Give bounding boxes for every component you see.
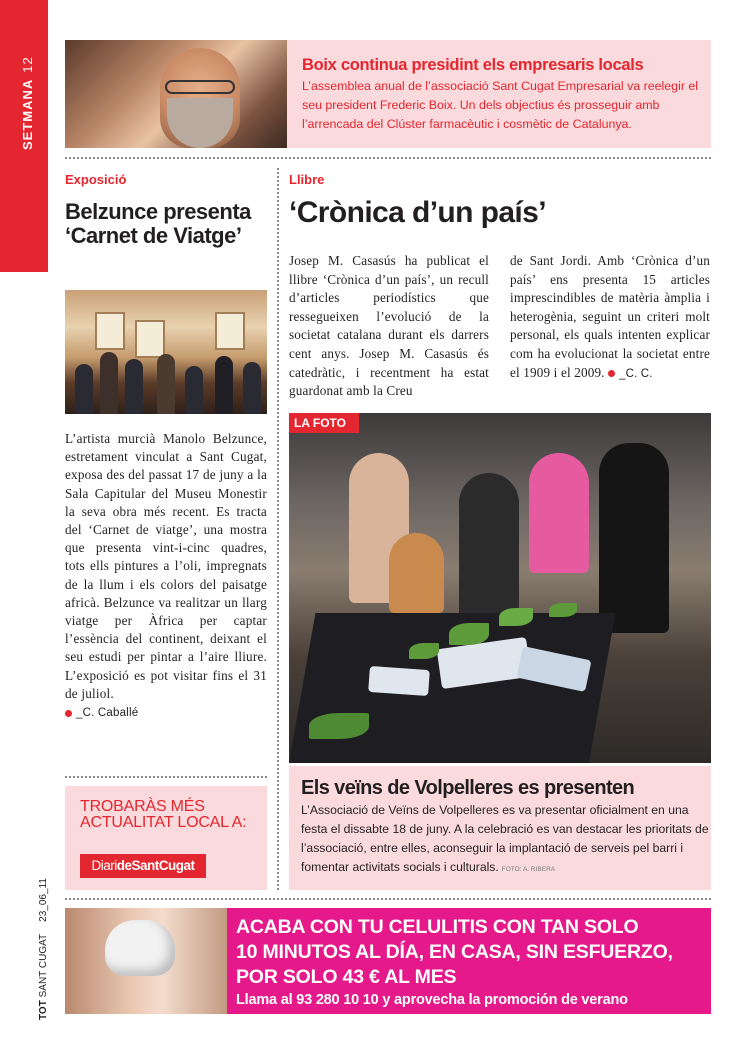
top-story-title: Boix continua presidint els empresaris locals — [302, 56, 644, 74]
top-story-photo — [65, 40, 287, 148]
exposicio-headline: Belzunce presenta ‘Carnet de Viatge’ — [65, 199, 251, 248]
la-foto-tag: LA FOTO — [289, 413, 359, 433]
llibre-body-col2: de Sant Jordi. Amb ‘Crònica d’un país’ ens presenta 15 articles imprescindibles de matèria àmplia i heterogènia, seguint un criteri molt personal, els quals intenten explicar com ha evolucionat la societat entre el 1909 i el 2009. _C. C. — [510, 253, 710, 380]
la-foto-photo — [289, 413, 711, 763]
ad-line-2: 10 MINUTOS AL DÍA, EN CASA, SIN ESFUERZO, — [236, 941, 673, 963]
bullet-icon — [65, 710, 72, 717]
section-label-exposicio: Exposició — [65, 172, 127, 187]
ad-line-1: ACABA CON TU CELULITIS CON TAN SOLO — [236, 916, 639, 938]
exposicio-photo — [65, 290, 267, 414]
ad-photo — [65, 908, 227, 1014]
la-foto-title: Els veïns de Volpelleres es presenten — [301, 777, 635, 799]
ad-line-4: Llama al 93 280 10 10 y aprovecha la promoción de verano — [236, 992, 628, 1008]
photo-credit: FOTO: A. RIBERA — [501, 866, 556, 873]
promo-text: TROBARÀS MÉS ACTUALITAT LOCAL A: — [80, 798, 247, 831]
top-story-text: L’assemblea anual de l’associació Sant Cugat Empresarial va reelegir el seu president Frederic Boix. Un dels objectius és prosseguir amb l’arrencada del Clúster farmacèutic i cosmètic de Catalunya. — [302, 79, 699, 131]
llibre-body-col1: Josep M. Casasús ha publicat el llibre ‘Crònica d’un país’, un recull d’articles periodístics que ressegueixen l’evolució de la societat catalana durant els darrers cent anys. Josep M. Casasús és catedràtic, i recentment ha estat guardonat amb la Creu — [289, 253, 489, 399]
bullet-icon — [608, 370, 615, 377]
page-number: 12 — [20, 56, 35, 73]
page-footer: TOT SANT CUGAT23_06_11 — [38, 878, 49, 1020]
divider — [65, 157, 711, 159]
ad-line-3: POR SOLO 43 € AL MES — [236, 966, 457, 988]
exposicio-body: L’artista murcià Manolo Belzunce, estretament vinculat a Sant Cugat, exposa des del passat 17 de juny a la Sala Capitular del Museu Monestir la seva obra més recent. Es tracta del ‘Carnet de viatge’, una mostra que presenta vint-i-cinc quadres, tots ells pintures a l’oli, impregnats de la llum i els colors del paisatge africà. Belzunce va realitzar un llarg viatge per Àfrica per captar l’essència del continent, deixant el seu estudi per pintar a l’aire lliure. L’exposició es pot visitar fins el 31 de juliol. _C. Caballé — [65, 431, 267, 720]
section-label: SETMANA12 — [20, 56, 35, 150]
column-divider — [277, 168, 279, 890]
divider — [65, 776, 267, 778]
divider — [65, 898, 711, 900]
llibre-headline: ‘Crònica d’un país’ — [289, 196, 546, 229]
issue-date: 23_06_11 — [38, 878, 49, 922]
section-label-llibre: Llibre — [289, 172, 325, 187]
diari-logo: DiarideSantCugat — [80, 854, 206, 878]
la-foto-text: L’Associació de Veïns de Volpelleres es va presentar oficialment en una festa el dissabte 18 de juny. A la celebració es van destacar les prioritats de l’associació, entre elles, aconseguir la implantació de serveis pel barri i fomentar activitats socials i culturals. FOTO: A. RIBERA — [301, 803, 709, 874]
